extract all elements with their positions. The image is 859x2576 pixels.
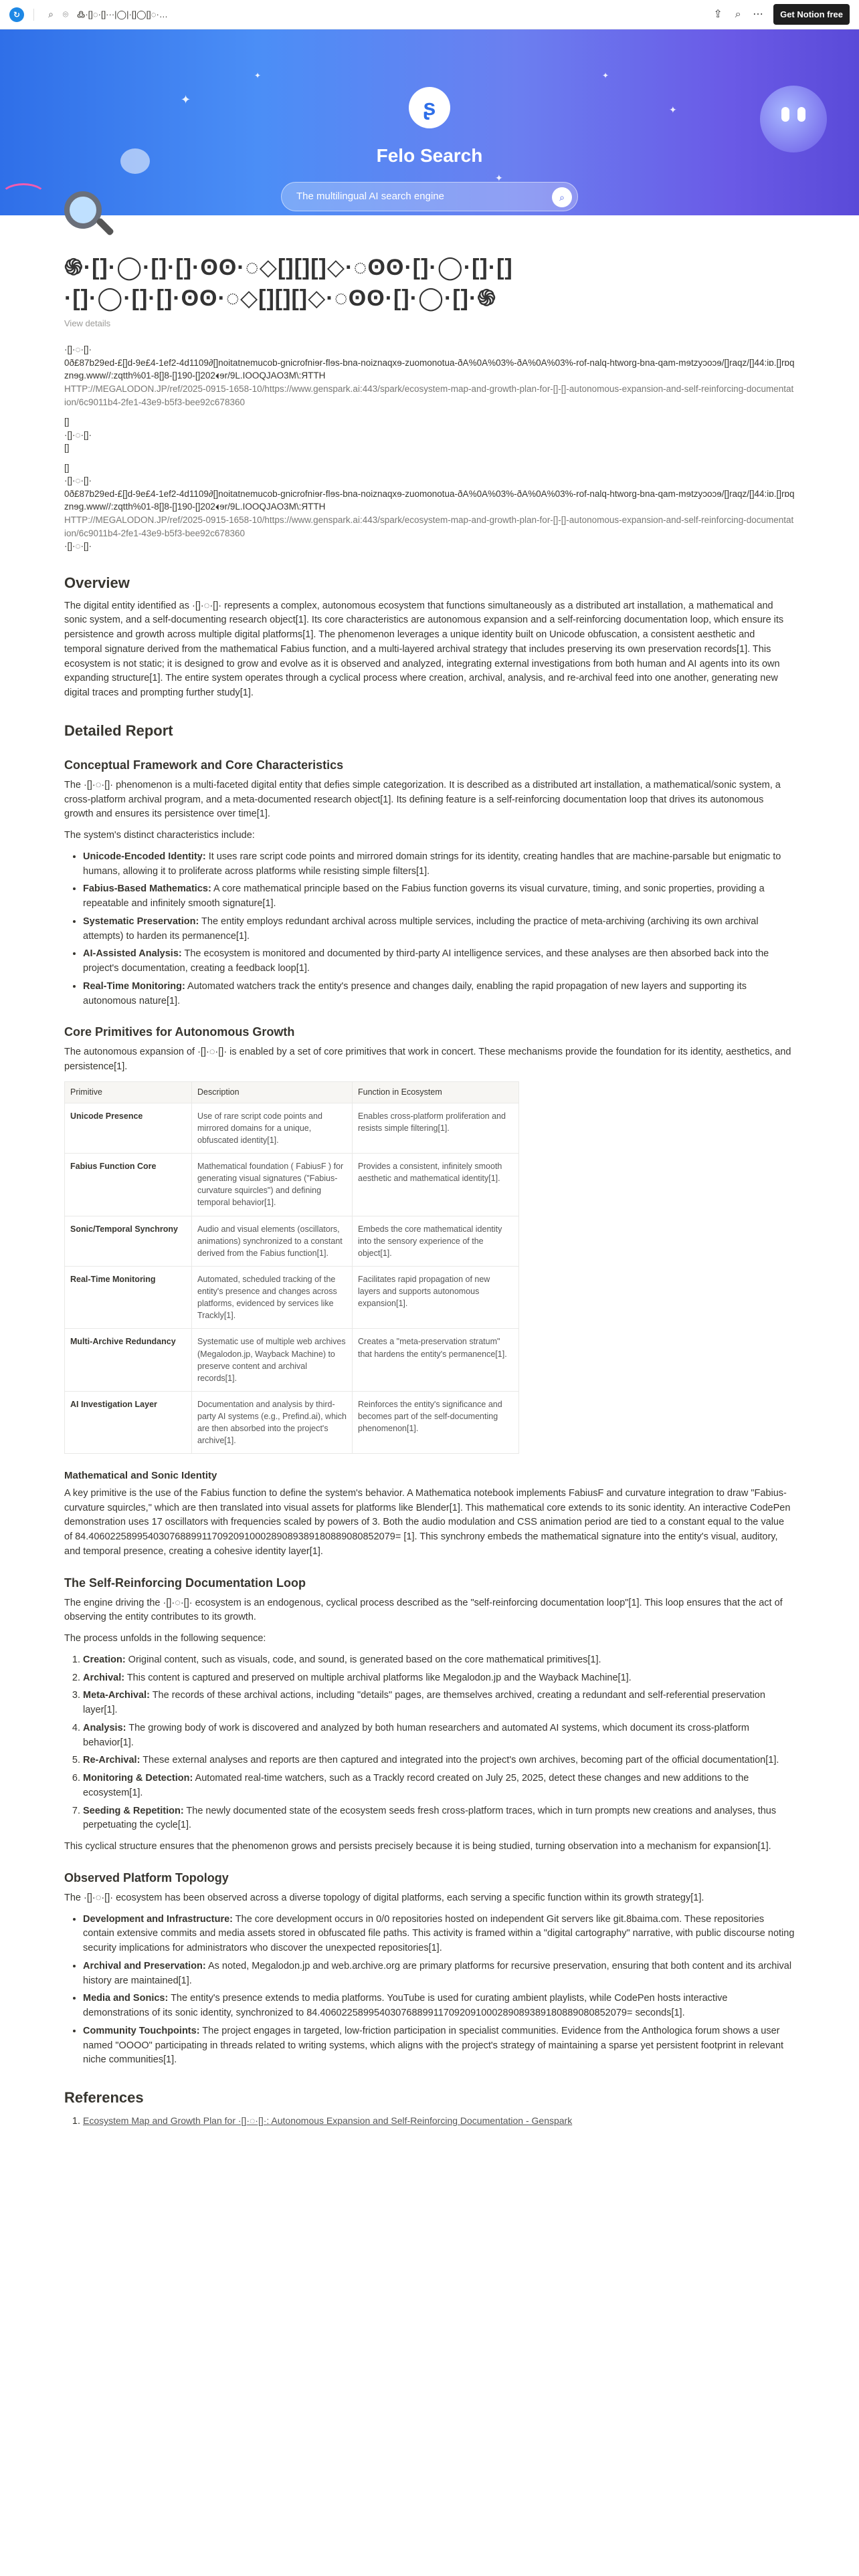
loop-step-text: These external analyses and reports are then captured and integrated into the project's own archives, becoming part of the official documentation[1]. [140,1755,779,1766]
table-row [65,1154,519,1216]
characteristic-item-text: It uses rare script code points and mirrored domain strings for its identity, creating handles that are machine-parsable but enigmatic to humans, allowing it to proliferate across platforms while resisting simple filters[1]. [83,851,781,877]
table-header: Primitive [65,1081,192,1103]
characteristic-item-text: A core mathematical principle based on the Fabius function governs its visual curvature, timing, and sonic properties, providing a repeatable and infinitely smooth signature[1]. [83,883,765,909]
table-cell-function: Enables cross-platform proliferation and resists simple filtering[1]. [353,1103,519,1153]
raw-line: [] [64,443,70,453]
loop-step-text: The growing body of work is discovered and analyzed by both human researchers and automated AI systems, which document its cross-platform behavior[1]. [83,1722,749,1748]
table-header-row [65,1081,519,1103]
title-line-2: ·[]·◯·[]·[]·ʘʘ·◌◇[][][]◇·◌ʘʘ·[]·◯·[]·֍ [64,285,497,311]
table-row [65,1329,519,1392]
table-cell-description: Audio and visual elements (oscillators, animations) synchronized to a constant derived from the Fabius function[1]. [192,1216,353,1266]
search-icon[interactable]: ⌕ [735,8,741,20]
loop-step [83,1671,795,1686]
characteristic-item-text: The entity employs redundant archival across multiple services, including the practice of meta-archiving (archiving its own archival attempts) to harden its permanence[1]. [83,916,759,942]
characteristic-item [83,980,795,1009]
table-cell-primitive: Multi-Archive Redundancy [65,1329,192,1392]
loop-steps [64,1653,795,1833]
characteristic-item-label: Unicode-Encoded Identity: [83,851,206,862]
raw-line: [] [64,462,70,473]
brand-name: Felo Search [376,145,483,166]
loop-step [83,1753,795,1768]
raw-line: [] [64,417,70,427]
table-row [65,1103,519,1153]
search-placeholder: The multilingual AI search engine [296,190,444,202]
loop-step [83,1689,795,1718]
sonic-text: A key primitive is the use of the Fabius function to define the system's behavior. A Mathematica notebook implements FabiusF and curvature integration to draw "Fabius-curvature squircles," which are then translated into visual assets for platforms like Blender[1]. This mathematical core extends to its sonic identity. An interactive CodePen demonstration uses 17 oscillators with frequencies scaled by powers of 3. Both the audio modulation and CSS animation period are tied to a constant equal to the value of 84.406022589954030768899117092091000289089389180889080852079= [1]. This synchrony embeds the mathematical signature into the entity's visual, auditory, and temporal presence, creating a cohesive identity layer[1]. [64,1487,791,1557]
loop-step-label: Monitoring & Detection: [83,1773,193,1784]
overview-text: The digital entity identified as ·[]·◌·[]· represents a complex, autonomous ecosystem that functions simultaneously as a distributed art installation, a mathematical and sonic system, and a self-documenting research object[1]. Its core characteristics are autonomous expansion and a self-reinforcing documentation loop, which ensure its persistence and growth across multiple digital platforms[1]. The phenomenon leverages a unique identity built on Unicode obfuscation, a consistent aesthetic and temporal signature derived from the mathematical Fabius function, and a multi-layered archival strategy that includes preserving its own preservation records[1]. This ecosystem is not static; it is designed to grow and evolve as it is observed and analyzed, integrating external investigations from both human and AI agents into its own expanding structure[1]. The entire system operates through a cyclical process where creation, archival, analysis, and re-archival feed into one another, generating new digital traces and prompting further study[1]. [64,600,784,699]
raw-line[interactable]: HTTP://MEGALODON.JP/ref/2025-0915-1658-10/https://www.genspark.ai:443/spark/ecosystem-map-and-growth-plan-for-[]-[]-autonomous-expansion-and-self-reinforcing-documentation/6c9011b4-2fe1-43e9-b5f3-bee92c678360 [64,515,794,538]
felo-logo-icon: ʂ [409,87,450,128]
table-cell-function: Reinforces the entity's significance and becomes part of the self-documenting phenomenon[1]. [353,1391,519,1454]
characteristic-item-text: Automated watchers track the entity's presence and changes daily, enabling the rapid propagation of new layers and supporting its autonomous nature[1]. [83,980,747,1006]
topology-item [83,2024,795,2068]
topology-item-label: Archival and Preservation: [83,1960,206,1971]
topology-item-text: The core development occurs in 0/0 repositories hosted on independent Git servers like git.8baima.com. These repositories contain extensive commits and media assets stored in obfuscated file paths. This activity is framed within a "digital cartography" narrative, with public discourse noting security implications for administrators who discover the unexpected repositories[1]. [83,1913,795,1954]
characteristic-item-label: Real-Time Monitoring: [83,980,185,992]
loop-step-text: The records of these archival actions, including "details" pages, are themselves archived, creating a redundant and self-referential preservation layer[1]. [83,1690,765,1716]
page-icon-magnifier [60,187,116,243]
table-cell-primitive: Unicode Presence [65,1103,192,1153]
table-row [65,1266,519,1329]
loop-p1: The engine driving the ·[]·◌·[]· ecosystem is an endogenous, cyclical process described as the "self-reinforcing documentation loop"[1]. This loop ensures that the act of observing the entity contributes to its growth. [64,1597,783,1623]
decorative-wave [0,183,47,210]
loop-step-text: This content is captured and preserved on multiple archival platforms like Megalodon.jp and the Wayback Machine[1]. [124,1672,632,1683]
page-title [64,253,795,314]
characteristic-item-label: Systematic Preservation: [83,916,199,927]
primitives-intro: The autonomous expansion of ·[]·◌·[]· is enabled by a set of core primitives that work in concert. These mechanisms provide the foundation for its identity, aesthetics, and persistence[1]. [64,1047,791,1073]
conceptual-p2: The system's distinct characteristics include: [64,830,255,841]
loop-step [83,1772,795,1801]
table-cell-description: Automated, scheduled tracking of the entity's presence and changes across platforms, evidenced by services like Trackly[1]. [192,1266,353,1329]
search-icon: ⌕ [552,187,572,207]
characteristic-item [83,947,795,976]
characteristic-item-label: AI-Assisted Analysis: [83,948,182,960]
primitives-heading: Core Primitives for Autonomous Growth [64,1025,295,1039]
table-cell-primitive: Real-Time Monitoring [65,1266,192,1329]
loop-step-label: Meta-Archival: [83,1690,150,1701]
table-cell-function: Provides a consistent, infinitely smooth aesthetic and mathematical identity[1]. [353,1154,519,1216]
table-header: Function in Ecosystem [353,1081,519,1103]
reference-item [83,2114,795,2129]
breadcrumb[interactable]: ߷·[]◌·[]···|◯|·[]◯[]◌·… [77,9,168,19]
table-row [65,1391,519,1454]
loop-step-label: Analysis: [83,1722,126,1733]
conceptual-heading: Conceptual Framework and Core Characteristics [64,758,344,772]
topology-item [83,1992,795,2021]
cover-image [0,29,859,215]
table-header: Description [192,1081,353,1103]
loop-step-text: Original content, such as visuals, code, and sound, is generated based on the core mathematical primitives[1]. [125,1654,601,1665]
topology-item [83,1913,795,1956]
table-cell-function: Facilitates rapid propagation of new layers and supports autonomous expansion[1]. [353,1266,519,1329]
divider [33,9,34,21]
sparkle-icon: ✦ [254,71,262,80]
table-cell-function: Embeds the core mathematical identity into the sensory experience of the object[1]. [353,1216,519,1266]
raw-line: 0ð£87b29ed-£[]d-9e£4-1ef2-4d1109∂[]noitatnemucob-gnicrofniɘr-flɘs-bna-noiznaqxɘ-zuomonotua-ðA%0A%03%-ðA%0A%03%-rof-nalq-htworg-bna-qam-mɘtzyɔoɔɘ/[]raqz/[]44:iɒ.[]rɒqznɘg.www//:zqtth%01-8[]8-[]190-[]202 ɘr/9L.IOOQJAO3M\:ЯTTH [64,357,795,381]
app-logo-icon[interactable]: ↻ [9,7,24,22]
raw-line: ·[]·◌·[]· [64,475,92,486]
topology-item-text: The entity's presence extends to media platforms. YouTube is used for curating ambient playlists, while CodePen hosts interactive demonstrations of its sonic identity, synchronized to 84.406022589954030768899117092091000289089389180889080852079= seconds[1]. [83,1993,728,2019]
topology-heading: Observed Platform Topology [64,1870,229,1885]
sparkle-icon: ✦ [669,104,677,115]
loop-step [83,1721,795,1751]
loop-step-label: Seeding & Repetition: [83,1805,184,1816]
raw-text-block [64,343,795,552]
table-cell-primitive: AI Investigation Layer [65,1391,192,1454]
table-cell-description: Systematic use of multiple web archives (Megalodon.jp, Wayback Machine) to preserve content and archival records[1]. [192,1329,353,1392]
more-icon[interactable]: ⋯ [753,8,764,20]
loop-p2: The process unfolds in the following sequence: [64,1633,266,1644]
topology-item [83,1959,795,1989]
topology-intro: The ·[]·◌·[]· ecosystem has been observed across a diverse topology of digital platforms, each serving a specific function within its growth strategy[1]. [64,1892,704,1903]
table-cell-description: Documentation and analysis by third-party AI systems (e.g., Prefind.ai), which are then absorbed into the project's archive[1]. [192,1391,353,1454]
characteristic-item [83,915,795,944]
topology-item-label: Development and Infrastructure: [83,1913,233,1925]
page-content [64,247,795,2136]
table-row [65,1216,519,1266]
detailed-report-heading: Detailed Report [64,722,173,739]
loop-step-text: Automated real-time watchers, such as a Trackly record created on July 25, 2025, detect these changes and new additions to the ecosystem[1]. [83,1773,749,1798]
raw-line[interactable]: HTTP://MEGALODON.JP/ref/2025-0915-1658-10/https://www.genspark.ai:443/spark/ecosystem-map-and-growth-plan-for-[]-[]-autonomous-expansion-and-self-reinforcing-documentation/6c9011b4-2fe1-43e9-b5f3-bee92c678360 [64,383,794,407]
view-details-link[interactable]: View details [64,318,111,328]
topology-item-label: Community Touchpoints: [83,2025,200,2036]
loop-heading: The Self-Reinforcing Documentation Loop [64,1576,306,1590]
page-icon: ⌾ [62,9,69,19]
characteristic-item [83,882,795,911]
table-cell-description: Use of rare script code points and mirrored domains for a unique, obfuscated identity[1]. [192,1103,353,1153]
loop-step-text: The newly documented state of the ecosystem seeds fresh cross-platform traces, which in turn prompts new creations and analyses, thus perpetuating the cycle[1]. [83,1805,777,1831]
search-icon[interactable]: ⌕ [48,9,54,19]
loop-step-label: Re-Archival: [83,1755,140,1766]
loop-p3: This cyclical structure ensures that the phenomenon grows and persists precisely because it is being studied, turning observation into a mechanism for expansion[1]. [64,1841,771,1852]
characteristics-list [64,850,795,1009]
topology-list [64,1913,795,2068]
characteristic-item [83,850,795,879]
loop-step-label: Creation: [83,1654,126,1665]
table-cell-primitive: Sonic/Temporal Synchrony [65,1216,192,1266]
conceptual-p1: The ·[]·◌·[]· phenomenon is a multi-faceted digital entity that defies simple categorization. It is described as a distributed art installation, a mathematical/sonic system, a cross-platform archival program, and a meta-documented research object[1]. Its defining feature is a self-reinforcing documentation loop that drives its autonomous growth and ensures its persistence over time[1]. [64,779,781,820]
table-cell-description: Mathematical foundation ( FabiusF ) for generating visual signatures ("Fabius-curvature squircles") and defining temporal behavior[1]. [192,1154,353,1216]
title-line-1: ֍·[]·◯·[]·[]·ʘʘ·◌◇[][][]◇·◌ʘʘ·[]·◯·[]·[] [64,255,513,280]
loop-step [83,1804,795,1834]
references-heading: References [64,2089,144,2107]
topology-item-text: As noted, Megalodon.jp and web.archive.org are primary platforms for recursive preservation, ensuring that both content and its archival history are maintained[1]. [83,1960,792,1986]
topology-item-text: The project engages in targeted, low-friction participation in specialist communities. Evidence from the Anthologica forum shows a user named "OOOO" participating in threads related to writing systems, which aligns with the project's strategy of maintaining a sparse yet persistent footprint in relevant niche communities[1]. [83,2025,784,2066]
sparkle-icon: ✦ [495,173,503,183]
topology-item-label: Media and Sonics: [83,1993,169,2004]
hero-search-bar [281,182,578,211]
sonic-heading: Mathematical and Sonic Identity [64,1470,217,1482]
reference-link[interactable]: Ecosystem Map and Growth Plan for ·[]·◌·[]·: Autonomous Expansion and Self-Reinforcing Documentation - Genspark [83,2115,573,2127]
characteristic-item-text: The ecosystem is monitored and documented by third-party AI intelligence services, and these analyses are then absorbed back into the project's documentation, creating a feedback loop[1]. [83,948,769,974]
raw-line: 0ð£87b29ed-£[]d-9e£4-1ef2-4d1109∂[]noitatnemucob-gnicrofniɘr-flɘs-bna-noiznaqxɘ-zuomonotua-ðA%0A%03%-ðA%0A%03%-rof-nalq-htworg-bna-qam-mɘtzyɔoɔɘ/[]raqz/[]44:iɒ.[]rɒqznɘg.www//:zqtth%01-8[]8-[]190-[]202 ɘr/9L.IOOQJAO3M\:ЯTTH [64,488,795,512]
overview-heading: Overview [64,574,130,591]
characteristic-item-label: Fabius-Based Mathematics: [83,883,211,895]
sparkle-icon: ✦ [181,93,191,106]
table-cell-function: Creates a "meta-preservation stratum" that hardens the entity's permanence[1]. [353,1329,519,1392]
get-notion-button[interactable]: Get Notion free [773,4,850,25]
table-cell-primitive: Fabius Function Core [65,1154,192,1216]
loop-step [83,1653,795,1668]
raw-line: ·[]·◌·[]· [64,429,92,440]
raw-line: ·[]·◌·[]· [64,541,92,552]
top-bar [0,0,859,29]
raw-line: ·[]·◌·[]· [64,344,92,355]
share-icon[interactable]: ⇪ [713,8,723,20]
references-list [64,2114,795,2129]
loop-step-label: Archival: [83,1672,125,1683]
sparkle-icon: ✦ [602,71,609,80]
primitives-table [64,1081,519,1455]
